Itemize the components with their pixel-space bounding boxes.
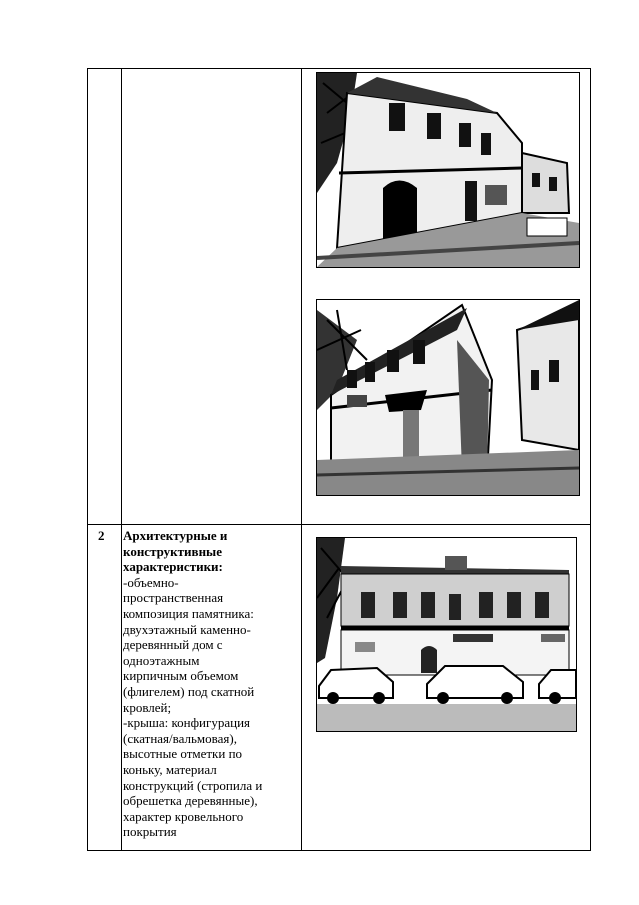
row-description: [123, 528, 298, 840]
table-col-divider-2: [301, 68, 302, 851]
row-number: 2: [98, 528, 105, 543]
table-col-divider-1: [121, 68, 122, 851]
table-row-divider: [87, 524, 591, 525]
table-border-left: [87, 68, 88, 851]
building-photo-3: [316, 537, 577, 732]
row-body-text: -объемно- пространственная композиция памятника: двухэтажный каменно- деревянный дом с одноэтажным кирпичным объемом (флигелем) под скатной кровлей; -крыша: конфигурация (скатная/вальмовая), высотные отметки по коньку, материал конструкций (стропила и обрешетка деревянные), характер кровельного покрытия: [123, 574, 263, 840]
building-photo-1: [316, 72, 580, 268]
building-photo-2: [316, 299, 580, 496]
table-border-top: [87, 68, 591, 69]
row-heading: Архитектурные и конструктивные характеристики:: [123, 528, 228, 575]
table-border-bottom: [87, 850, 591, 851]
table-border-right: [590, 68, 591, 851]
